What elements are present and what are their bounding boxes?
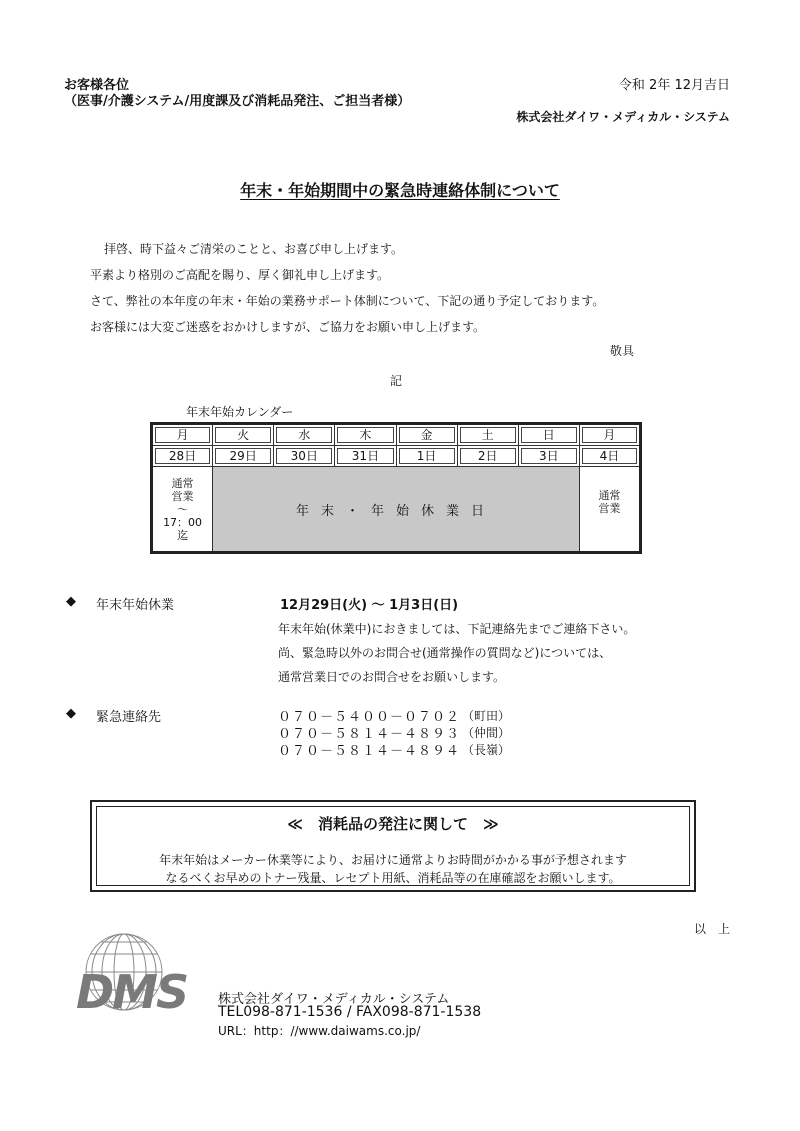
calendar-date: 29日 (213, 446, 274, 467)
calendar-day-sun: 日 (518, 424, 579, 446)
calendar-date: 30日 (274, 446, 335, 467)
emergency-bullet: ◆ (66, 706, 76, 721)
calendar-date: 31日 (335, 446, 396, 467)
emergency-label: 緊急連絡先 (96, 710, 162, 725)
footer-url[interactable]: URL：http：//www.daiwams.co.jp/ (218, 1024, 421, 1038)
calendar-day-thu: 木 (335, 424, 396, 446)
ijo-closing: 以 上 (693, 922, 730, 936)
holiday-label: 年末年始休業 (96, 598, 175, 613)
last-day-hours: 通常 営業 (579, 467, 640, 553)
body-line-3: さて、弊社の本年度の年末・年始の業務サポート体制について、下記の通り予定しております。 (90, 294, 605, 308)
calendar-date: 4日 (579, 446, 640, 467)
body-line-1: 拝啓、時下益々ご清栄のことと、お喜び申し上げます。 (104, 242, 404, 256)
calendar-date: 1日 (396, 446, 457, 467)
calendar-date: 28日 (152, 446, 213, 467)
holiday-period: 12月29日(火) ～ 1月3日(日) (280, 598, 459, 613)
holiday-note-1: 年末年始(休業中)におきましては、下記連絡先までご連絡下さい。 (278, 622, 636, 636)
supplies-notice-box (90, 800, 696, 892)
contact-name-3: （長嶺） (462, 743, 511, 757)
closing-keigu: 敬具 (610, 344, 635, 358)
body-line-4: お客様には大変ご迷惑をおかけしますが、ご協力をお願い申し上げます。 (90, 320, 486, 334)
recipient-line-1: お客様各位 (64, 78, 130, 93)
dms-logo-text: DMS (76, 965, 188, 1019)
recipient-line-2: （医事/介護システム/用度課及び消耗品発注、ご担当者様） (64, 94, 411, 109)
calendar-day-tue: 火 (213, 424, 274, 446)
first-day-hours: 通常 営業 ～ 17：00 迄 (152, 467, 213, 553)
holiday-note-2: 尚、緊急時以外のお問合せ(通常操作の質問など)については、 (278, 646, 612, 660)
body-line-2: 平素より格別のご高配を賜り、厚く御礼申し上げます。 (90, 268, 390, 282)
contact-phone-3: ０７０－５８１４－４８９４ (278, 744, 461, 759)
contact-name-2: （仲間） (462, 726, 511, 740)
holiday-calendar (150, 422, 642, 554)
supplies-line-2: なるべくお早めのトナー残量、レセプト用紙、消耗品等の在庫確認をお願いします。 (165, 871, 621, 885)
calendar-day-fri: 金 (396, 424, 457, 446)
footer-tel-fax: TEL098-871-1536 / FAX098-871-1538 (218, 1004, 482, 1020)
calendar-day-mon: 月 (152, 424, 213, 446)
supplies-title: ≪ 消耗品の発注に関して ≫ (287, 815, 499, 833)
footer-company: 株式会社ダイワ・メディカル・システム (218, 992, 450, 1007)
calendar-day-wed: 水 (274, 424, 335, 446)
page-title: 年末・年始期間中の緊急時連絡体制について (240, 181, 560, 200)
holiday-note-3: 通常営業日でのお問合せをお願いします。 (278, 670, 506, 684)
calendar-day-mon-2: 月 (579, 424, 640, 446)
contact-name-1: （町田） (462, 709, 511, 723)
closed-days-label: 年末・年始休業日 (295, 503, 496, 519)
calendar-date: 2日 (457, 446, 518, 467)
sender-company: 株式会社ダイワ・メディカル・システム (516, 110, 730, 124)
calendar-caption: 年末年始カレンダー (186, 405, 294, 419)
calendar-day-sat: 土 (457, 424, 518, 446)
contact-phone-2: ０７０－５８１４－４８９３ (278, 727, 461, 742)
ki-marker: 記 (390, 374, 403, 388)
supplies-line-1: 年末年始はメーカー休業等により、お届けに通常よりお時間がかかる事が予想されます (159, 853, 627, 867)
calendar-date: 3日 (518, 446, 579, 467)
contact-phone-1: ０７０－５４００－０７０２ (278, 710, 461, 725)
issue-date: 令和 2年 12月吉日 (618, 78, 730, 93)
holiday-bullet: ◆ (66, 594, 76, 609)
closed-days-cell (213, 467, 580, 553)
